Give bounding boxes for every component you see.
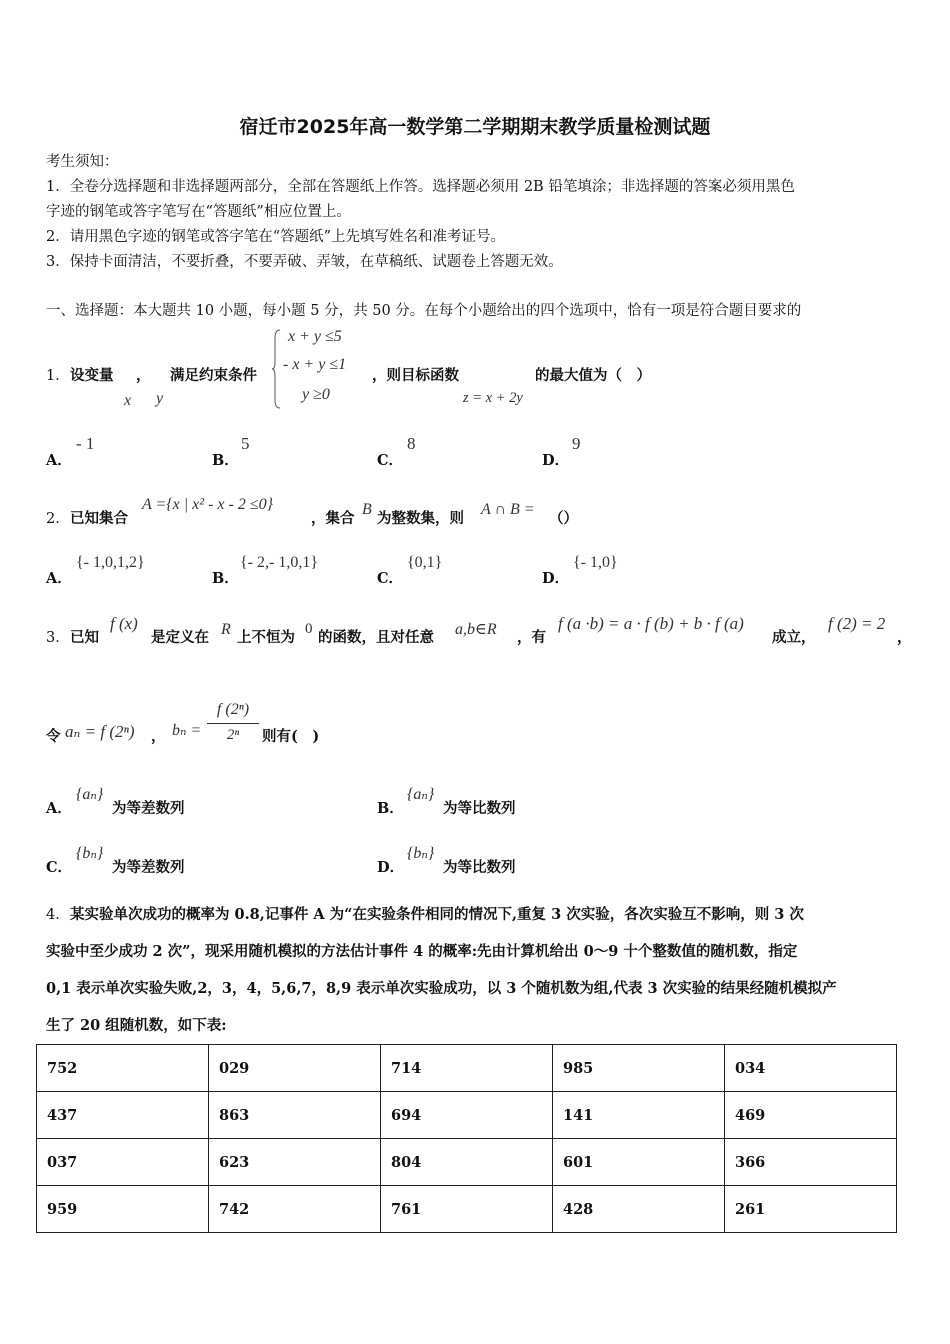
q3-option-d-label[interactable]: D．: [377, 859, 405, 876]
q3-text-e: ，有: [517, 629, 546, 646]
table-cell: 623: [209, 1139, 381, 1186]
table-row: [37, 1186, 897, 1233]
q2-option-b-label[interactable]: B．: [212, 570, 239, 587]
q3-text-b: 是定义在: [151, 629, 209, 646]
q3-option-b-seq: {aₙ}: [407, 786, 435, 803]
table-cell: 034: [725, 1045, 897, 1092]
q2-text-a: 已知集合: [70, 510, 128, 527]
q1-option-d-label[interactable]: D．: [542, 452, 570, 469]
q1-sep: ，: [136, 367, 151, 384]
table-row: [37, 1092, 897, 1139]
q3-option-d-seq: {bₙ}: [407, 845, 435, 862]
q3-option-c-seq: {bₙ}: [76, 845, 104, 862]
q3-set-r: R: [221, 621, 231, 638]
q3-text-d: 的函数，且对任意: [318, 629, 434, 646]
q1-text-c: ，则目标函数: [372, 367, 459, 384]
table-cell: 601: [553, 1139, 725, 1186]
q1-text-a: 设变量: [70, 367, 114, 384]
q2-option-c-value: {0,1}: [407, 554, 443, 571]
table-cell: 742: [209, 1186, 381, 1233]
q3-bn-lhs: bₙ =: [172, 722, 202, 739]
q1-option-a-label[interactable]: A．: [46, 452, 72, 469]
table-cell: 694: [381, 1092, 553, 1139]
q3-option-a-label[interactable]: A．: [46, 800, 72, 817]
q4-line-1: 某实验单次成功的概率为 0.8,记事件 A 为“在实验条件相同的情况下,重复 3 次实验，各次实验互不影响，则 3 次: [70, 906, 804, 923]
table-cell: 863: [209, 1092, 381, 1139]
q1-objective: z = x + 2y: [463, 390, 523, 406]
q4-line-4: 生了 20 组随机数，如下表:: [46, 1017, 227, 1034]
q1-option-a-value: - 1: [76, 434, 95, 453]
section-1-heading: 一、选择题：本大题共 10 小题，每小题 5 分，共 50 分。在每个小题给出的四个选项中，恰有一项是符合题目要求的: [46, 303, 802, 319]
q2-text-d: （）: [549, 510, 578, 527]
q1-var-y: y: [156, 390, 164, 407]
q3-zero: 0: [305, 621, 313, 637]
q2-text-b: ，集合: [311, 510, 355, 527]
q2-option-d-label[interactable]: D．: [542, 570, 570, 587]
q1-constraint-2: - x + y ≤1: [283, 356, 347, 373]
q3-option-b-label[interactable]: B．: [377, 800, 404, 817]
q3-option-a-desc: 为等差数列: [112, 800, 185, 817]
q3-option-d-desc: 为等比数列: [443, 859, 516, 876]
table-row: [37, 1139, 897, 1186]
q2-option-b-value: {- 2,- 1,0,1}: [240, 554, 319, 571]
q3-an-definition: aₙ = f (2ⁿ): [65, 722, 135, 741]
q2-option-c-label[interactable]: C．: [377, 570, 404, 587]
q3-f2: f (2) = 2: [828, 614, 886, 633]
q3-option-c-label[interactable]: C．: [46, 859, 73, 876]
q3-any-ab: a,b∈R: [455, 621, 497, 638]
table-cell: 141: [553, 1092, 725, 1139]
table-cell: 761: [381, 1186, 553, 1233]
q1-number: 1．: [46, 368, 70, 384]
q3-option-c-desc: 为等差数列: [112, 859, 185, 876]
q3-option-a-seq: {aₙ}: [76, 786, 104, 803]
table-cell: 029: [209, 1045, 381, 1092]
q3-bn-fraction: [207, 698, 259, 745]
q1-constraint-1: x + y ≤5: [288, 328, 342, 345]
notice-item-2: 2．请用黑色字迹的钢笔或答字笔在“答题纸”上先填写姓名和准考证号。: [46, 229, 506, 245]
q3-bn-numerator: f (2ⁿ): [216, 701, 250, 718]
table-cell: 437: [37, 1092, 209, 1139]
q3-text-a: 已知: [70, 629, 99, 646]
q1-constraint-brace: [272, 328, 282, 410]
table-cell: 752: [37, 1045, 209, 1092]
q2-set-a: A ={x | x² - x - 2 ≤0}: [142, 496, 274, 513]
table-cell: 804: [381, 1139, 553, 1186]
q2-option-a-value: {- 1,0,1,2}: [76, 554, 145, 571]
q2-option-d-value: {- 1,0}: [573, 554, 618, 571]
q3-function-f: f (x): [110, 614, 138, 633]
q3-text-c: 上不恒为: [237, 629, 295, 646]
table-row: [37, 1045, 897, 1092]
q3-text-f: 成立，: [772, 629, 816, 646]
q3-comma: ，: [897, 629, 912, 646]
page-title: 宿迁市2025年高一数学第二学期期末教学质量检测试题: [239, 116, 711, 138]
q3-option-b-desc: 为等比数列: [443, 800, 516, 817]
q4-number: 4．: [46, 907, 70, 923]
table-cell: 261: [725, 1186, 897, 1233]
q2-option-a-label[interactable]: A．: [46, 570, 72, 587]
notice-item-3: 3．保持卡面清洁，不要折叠，不要弄破、弄皱，在草稿纸、试题卷上答题无效。: [46, 254, 563, 270]
q1-option-d-value: 9: [572, 434, 581, 453]
table-cell: 428: [553, 1186, 725, 1233]
notice-item-1-line-1: 1．全卷分选择题和非选择题两部分，全部在答题纸上作答。选择题必须用 2B 铅笔填涂；非选择题的答案必须用黑色: [46, 179, 795, 195]
q3-let: 令: [46, 728, 61, 745]
table-cell: 469: [725, 1092, 897, 1139]
q3-sep: ，: [151, 728, 166, 745]
notice-heading: 考生须知：: [46, 154, 119, 170]
q3-bn-denominator: 2ⁿ: [226, 727, 240, 743]
notice-item-1-line-2: 字迹的钢笔或答字笔写在“答题纸”相应位置上。: [46, 204, 351, 220]
q3-fraction-bar: [207, 723, 259, 724]
q1-option-c-value: 8: [407, 434, 416, 453]
q4-line-2: 实验中至少成功 2 次”，现采用随机模拟的方法估计事件 4 的概率:先由计算机给出 0～9 十个整数值的随机数，指定: [46, 943, 798, 960]
q2-text-c: 为整数集，则: [377, 510, 464, 527]
q1-var-x: x: [124, 392, 132, 409]
table-cell: 037: [37, 1139, 209, 1186]
q1-option-b-value: 5: [241, 434, 250, 453]
table-cell: 985: [553, 1045, 725, 1092]
table-cell: 714: [381, 1045, 553, 1092]
table-cell: 366: [725, 1139, 897, 1186]
random-number-table: [36, 1044, 897, 1233]
q3-number: 3．: [46, 630, 70, 646]
q2-set-b: B: [362, 501, 372, 518]
q1-option-c-label[interactable]: C．: [377, 452, 404, 469]
q1-option-b-label[interactable]: B．: [212, 452, 239, 469]
q4-line-3: 0,1 表示单次实验失败,2，3，4，5,6,7，8,9 表示单次实验成功，以 3 个随机数为组,代表 3 次实验的结果经随机模拟产: [46, 980, 837, 997]
q1-constraint-3: y ≥0: [302, 386, 330, 403]
table-cell: 959: [37, 1186, 209, 1233]
q2-number: 2．: [46, 511, 70, 527]
q1-text-d: 的最大值为（ ）: [535, 367, 651, 384]
q3-text-g: 则有( ): [262, 728, 320, 745]
q1-text-b: 满足约束条件: [170, 367, 257, 384]
q3-functional-equation: f (a ·b) = a · f (b) + b · f (a): [558, 614, 744, 633]
q2-expression: A ∩ B =: [481, 501, 535, 518]
